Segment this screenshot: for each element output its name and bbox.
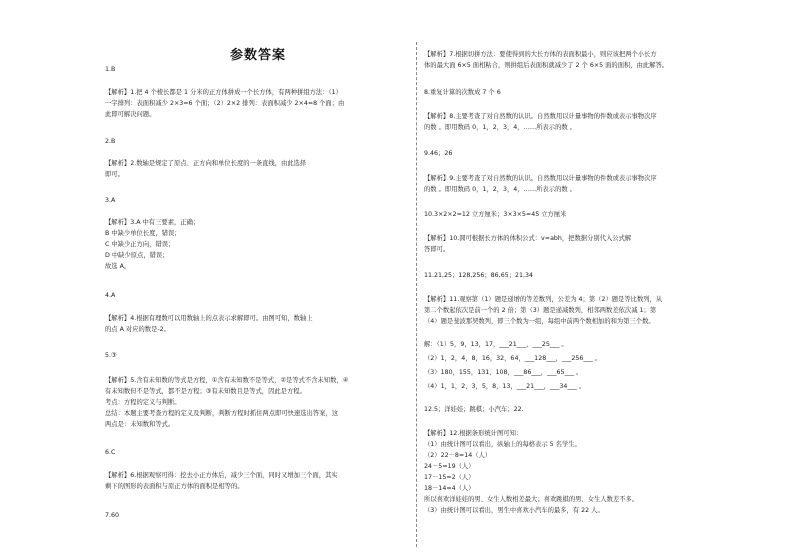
left-text-line: 考点：方程的定义与判断。 [105,399,181,406]
right-text-line: （3）由统计图可以看出，男生中喜欢小汽车的最多，有 22 人。 [424,507,604,514]
right-text-line: （4）题是斐波那契数列，即三个数为一组，每组中前两个数相加的和为第三个数。 [424,318,655,325]
left-text-line: B 中缺少单位长度，错误； [105,230,181,237]
left-text-line: 5.③ [105,352,117,359]
right-text-line: 解：（1）5，9，13，17，___21___，___25___ 。 [424,341,568,348]
right-text-line: 答即可。 [424,246,450,253]
right-text-line: 【解析】9.主要考查了对自然数的认识。自然数用以计量事物的件数或表示事物次序 [424,175,657,182]
left-text-line: 2.B [105,138,116,145]
left-text-line: 4.A [105,292,116,299]
left-text-line: 【解析】5.含有未知数的等式是方程，①含有未知数不是等式，②是等式不含未知数，④ [105,377,349,384]
right-text-line: 【解析】12.根据条形统计图可知： [424,430,523,437]
right-text-line: 24－5=19（人） [424,463,475,470]
right-text-line: 体的最大面 6×5 面相粘合，则拼组后表面积就减少了 2 个 6×5 面的面积，由此解答。 [424,62,669,69]
left-text-line: 故选 A。 [105,263,131,270]
right-text-line: 18－14=4（人） [424,485,475,492]
right-text-line: 【解析】11.观察第（1）题是递增的等差数列，公差为 4；第（2）题是等比数列，从 [424,296,663,303]
left-text-line: 【解析】1.把 4 个棱长都是 1 分米的正方体拼成一个长方体，有两种拼组方法：（1） [105,89,342,96]
right-text-line: （2）1，2，4，8，16，32，64，___128___，___256___ 。 [424,355,602,362]
left-text-line: 7.60 [105,512,120,519]
right-text-line: 17－15=2（人） [424,474,475,481]
left-text-line: 3.A [105,197,116,204]
page-title: 参数答案 [230,48,287,63]
right-text-line: 11.21,25；128,256；86,65；21,34 [424,272,534,279]
right-text-line: 【解析】10.圆可根据长方体的体积公式：v=abh，把数据分别代入公式解 [424,235,632,242]
right-text-line: 9.46；26 [424,150,453,157]
right-text-line: 的数 。即用数码 0，1，2，3，4，……所表示的数 。 [424,186,576,193]
left-text-line: 一字排列：表面积减少 2×3=6 个面；（2）2×2 排列：表面积减少 2×4=8 个面；由 [105,100,345,107]
right-text-line: 8.重复计算的次数成 7 个 6 [424,89,501,96]
left-text-line: 有未知数但不是等式，都不是方程；③有未知数且是等式，因此是方程。 [105,388,306,395]
left-text-line: 6.C [105,449,116,456]
column-divider [416,42,417,547]
right-text-line: （3）180，155，131，108，___86___，___65___ 。 [424,369,583,376]
right-text-line: 【解析】8.主要考查了对自然数的认识。自然数用以计量事物的件数或表示事物次序 [424,113,657,120]
right-text-line: 12.5；洋娃娃；跳棋；小汽车；22. [424,406,524,413]
left-text-line: 【解析】3.A 中有三要素，正确； [105,219,200,226]
right-text-line: （1）由统计图可以看出，纵轴上的每格表示 5 名学生。 [424,441,581,448]
right-text-line: （4）1，1，2，3，5，8，13，___21___，___34___ 。 [424,383,586,390]
right-text-line: 所以喜欢洋娃娃的男、女生人数相差最大；喜欢跳棋的男、女生人数差不多。 [424,496,639,503]
left-text-line: 【解析】6.根据观察可得：挖去小正方体后，减少三个面，同时又增加三个面，其实 [105,472,338,479]
left-text-line: 1.B [105,66,116,73]
right-text-line: （2）22－8=14（人） [424,452,492,459]
right-text-line: 的数 。即用数码 0，1，2，3，4，……所表示的数 。 [424,124,576,131]
right-text-line: 【解析】7.根据切拼方法：要使得到的大长方体的表面积最小，则应该把两个小长方 [424,51,657,58]
right-text-line: 第二个数起依次是前一个的 2 倍；第（3）题是递减数列，相邻两数差依次减 1；第 [424,307,657,314]
left-text-line: 【解析】4.根据有理数可以用数轴上的点表示求解即可。由图可知，数轴上 [105,315,313,322]
left-text-line: 剩下的图形的表面积与原正方体的面积是相等的。 [105,483,244,490]
left-text-line: D 中缺少原点，错误； [105,252,169,259]
left-text-line: 即可。 [105,171,124,178]
left-text-line: 总结：本题主要考查方程的定义及判断，判断方程时抓住两点即可快速选出答案，这 [105,410,338,417]
left-text-line: 此即可解决问题。 [105,111,156,118]
left-text-line: 两点是：未知数和等式。 [105,421,175,428]
left-text-line: C 中缺少正方向，错误； [105,241,175,248]
left-text-line: 的点 A 对应的数是-2。 [105,326,170,333]
right-text-line: 10.3×2×2=12 立方厘米；3×3×5=45 立方厘米 [424,211,567,218]
left-text-line: 【解析】2.数轴是规定了原点、正方向和单位长度的一条直线，由此选择 [105,160,307,167]
